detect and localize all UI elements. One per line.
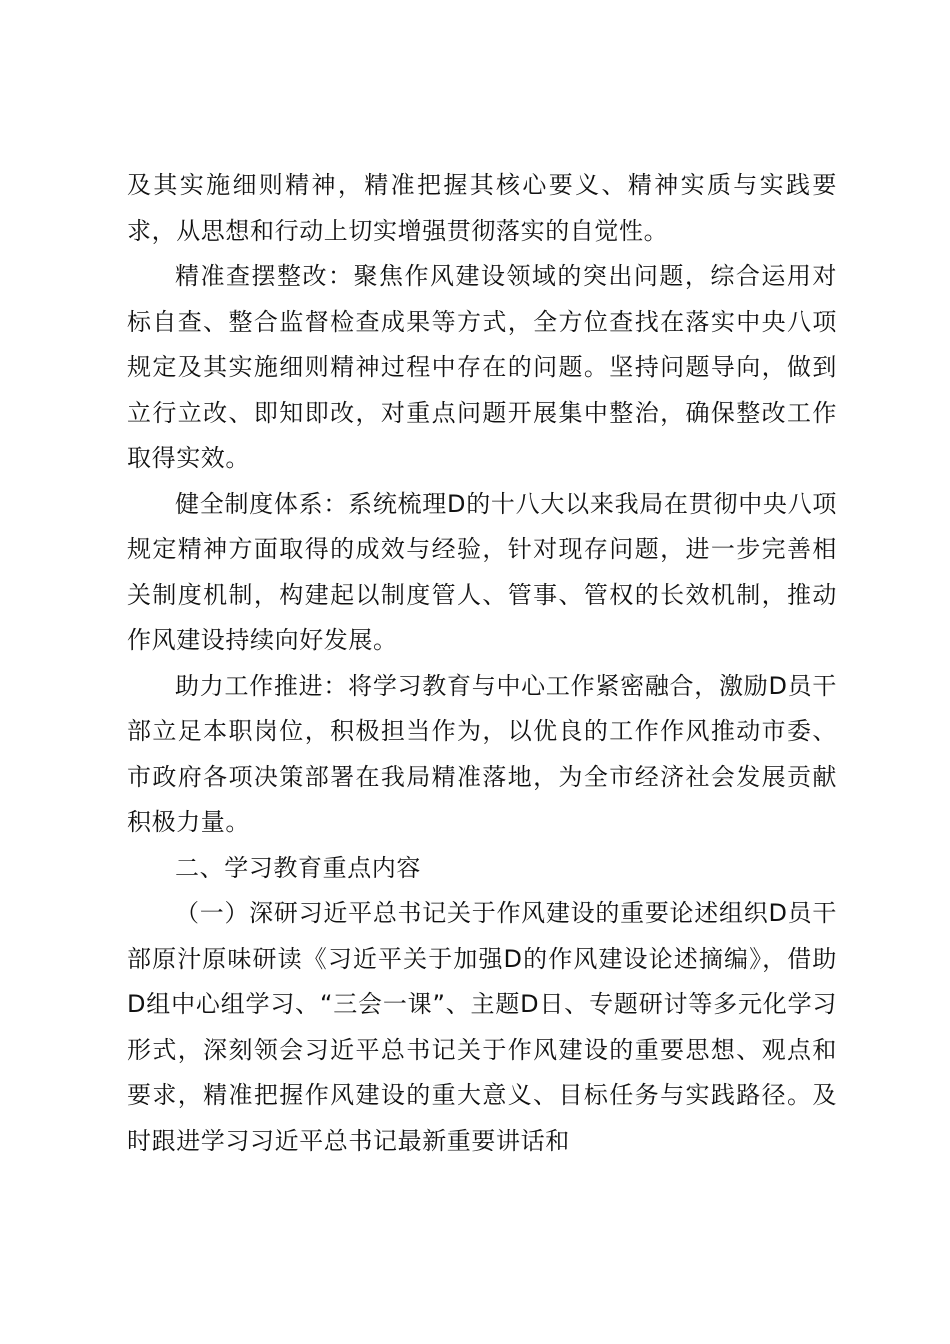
document-body [127, 163, 837, 1164]
paragraph-continuation: 及其实施细则精神，精准把握其核心要义、精神实质与实践要求，从思想和行动上切实增强贯彻落实的自觉性。 [127, 171, 837, 245]
paragraph-precise-rectification: 精准查摆整改：聚焦作风建设领域的突出问题，综合运用对标自查、整合监督检查成果等方式，全方位查找在落实中央八项规定及其实施细则精神过程中存在的问题。坚持问题导向，做到立行立改、即知即改，对重点问题开展集中整治，确保整改工作取得实效。 [127, 262, 837, 472]
section-heading-key-content: 二、学习教育重点内容 [175, 853, 421, 882]
paragraph-institution-system: 健全制度体系：系统梳理D的十八大以来我局在贯彻中央八项规定精神方面取得的成效与经验，针对现存问题，进一步完善相关制度机制，构建起以制度管人、管事、管权的长效机制，推动作风建设持续向好发展。 [127, 489, 837, 654]
paragraph-work-promotion: 助力工作推进：将学习教育与中心工作紧密融合，激励D员干部立足本职岗位，积极担当作为，以优良的工作作风推动市委、市政府各项决策部署在我局精准落地，为全市经济社会发展贡献积极力量。 [127, 671, 837, 836]
paragraph-study-discourse: （一）深研习近平总书记关于作风建设的重要论述组织D员干部原汁原味研读《习近平关于加强D的作风建设论述摘编》，借助D组中心组学习、“三会一课”、主题D日、专题研讨等多元化学习形式，深刻领会习近平总书记关于作风建设的重要思想、观点和要求，精准把握作风建设的重大意义、目标任务与实践路径。及时跟进学习习近平总书记最新重要讲话和 [127, 899, 837, 1155]
